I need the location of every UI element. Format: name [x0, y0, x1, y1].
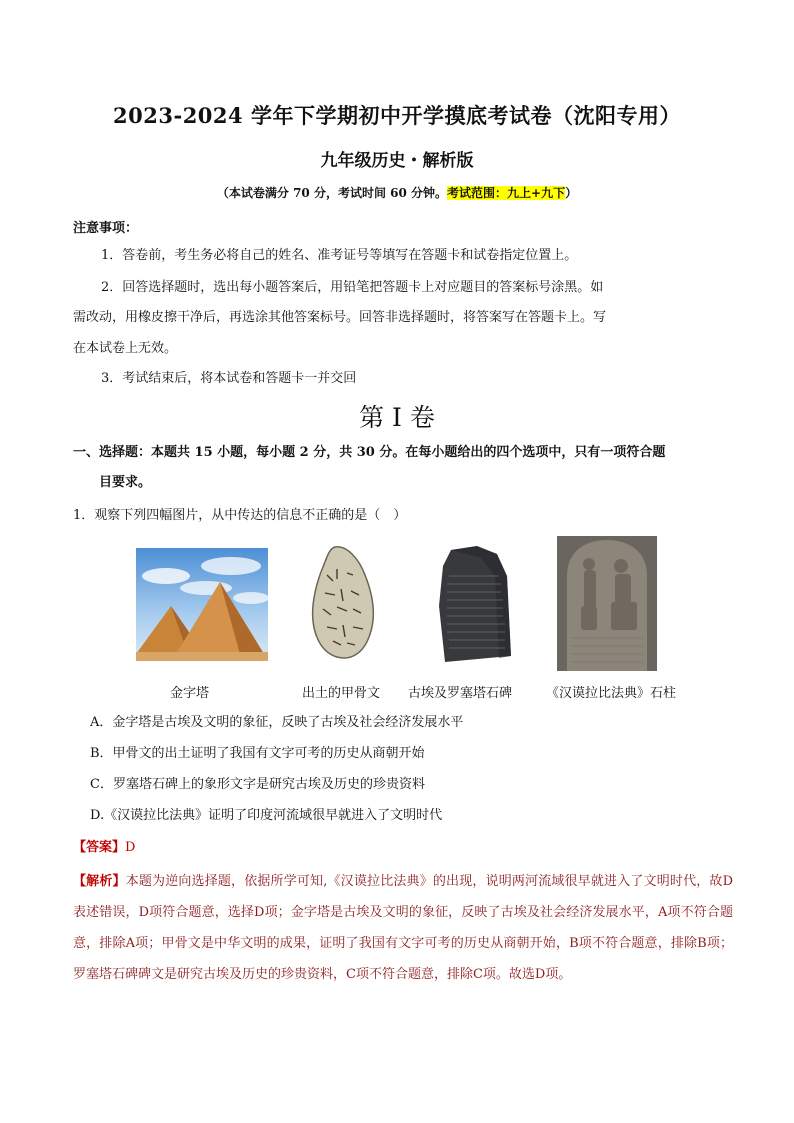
- notice-item-2-line-1: 2．回答选择题时，选出每小题答案后，用铅笔把答题卡上对应题目的答案标号涂黑。如: [101, 280, 604, 295]
- option-c: C．罗塞塔石碑上的象形文字是研究古埃及历史的珍贵资料: [90, 777, 425, 792]
- oracle-bone-image: [307, 545, 379, 663]
- exam-subtitle: 九年级历史・解析版: [320, 151, 474, 171]
- exam-info-main: （本试卷满分 70 分，考试时间 60 分钟。: [216, 186, 448, 200]
- part-intro-line-2: 目要求。: [99, 475, 152, 490]
- exam-scope-highlight: 考试范围：九上+九下: [447, 186, 566, 200]
- question-stem: 1．观察下列四幅图片，从中传达的信息不正确的是（ ）: [73, 508, 407, 523]
- option-d: D.《汉谟拉比法典》证明了印度河流域很早就进入了文明时代: [90, 808, 443, 823]
- analysis-tag: 【解析】: [73, 874, 126, 889]
- section-title: 第 I 卷: [359, 403, 435, 432]
- caption-pyramid: 金字塔: [170, 686, 210, 701]
- notice-item-3: 3．考试结束后，将本试卷和答题卡一并交回: [101, 371, 357, 386]
- caption-rosetta-stone: 古埃及罗塞塔石碑: [408, 686, 513, 701]
- part-intro: [73, 438, 733, 498]
- caption-hammurabi-stele: 《汉谟拉比法典》石柱: [546, 686, 677, 701]
- analysis: [73, 866, 733, 990]
- exam-info-end: ）: [565, 186, 578, 200]
- answer: [73, 836, 135, 855]
- part-intro-line-1: 一、选择题：本题共 15 小题，每小题 2 分，共 30 分。在每小题给出的四个选项中，只有一项符合题: [73, 445, 666, 460]
- option-a: A．金字塔是古埃及文明的象征，反映了古埃及社会经济发展水平: [90, 715, 464, 730]
- option-b: B．甲骨文的出土证明了我国有文字可考的历史从商朝开始: [90, 746, 425, 761]
- answer-tag: 【答案】: [73, 840, 126, 855]
- rosetta-stone-image: [437, 546, 513, 664]
- notice-item-2-line-2: 需改动，用橡皮擦干净后，再选涂其他答案标号。回答非选择题时，将答案写在答题卡上。写: [73, 310, 607, 325]
- notice-title: 注意事项：: [73, 221, 139, 236]
- notice-item-2-line-3: 在本试卷上无效。: [73, 341, 178, 356]
- hammurabi-stele-image: [557, 536, 657, 671]
- caption-oracle-bone: 出土的甲骨文: [302, 686, 381, 701]
- answer-value: D: [125, 840, 136, 855]
- notice-item-1: 1．答卷前，考生务必将自己的姓名、准考证号等填写在答题卡和试卷指定位置上。: [101, 248, 578, 263]
- exam-info: [0, 184, 794, 201]
- pyramid-image: [136, 548, 268, 661]
- exam-title: 2023-2024 学年下学期初中开学摸底考试卷（沈阳专用）: [113, 103, 681, 128]
- analysis-text: 本题为逆向选择题，依据所学可知,《汉谟拉比法典》的出现，说明两河流域很早就进入了文明时代，故D表述错误，D项符合题意，选择D项；金字塔是古埃及文明的象征，反映了古埃及社会经济发展水平，A项不符合题意，排除A项；甲骨文是中华文明的成果，证明了我国有文字可考的历史从商朝开始，B项不符合题意，排除B项；罗塞塔石碑碑文是研究古埃及历史的珍贵资料，C项不符合题意，排除C项。故选D项。: [73, 874, 733, 982]
